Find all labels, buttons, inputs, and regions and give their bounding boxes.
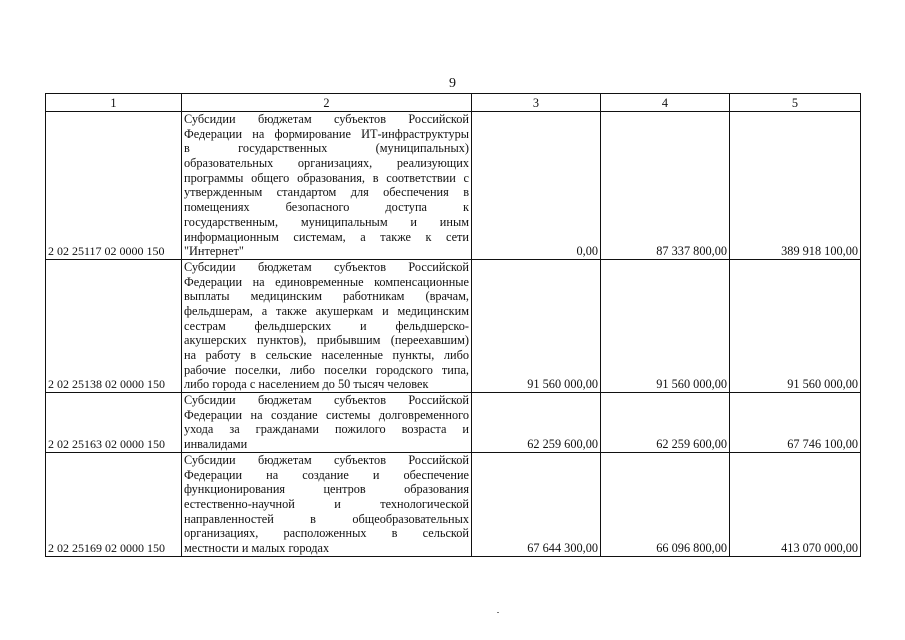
amount-col3: 91 560 000,00 bbox=[472, 259, 601, 392]
description-line: естественно-научной и технологической bbox=[184, 496, 469, 511]
header-cell-1: 1 bbox=[46, 94, 182, 112]
description-line: Федерации на единовременные компенсационные bbox=[184, 274, 469, 289]
description-line: ухода за гражданами пожилого возраста и bbox=[184, 422, 469, 437]
scan-speck bbox=[497, 612, 499, 613]
page-number: 9 bbox=[449, 76, 456, 91]
amount-col5: 389 918 100,00 bbox=[730, 112, 861, 260]
header-cell-4: 4 bbox=[601, 94, 730, 112]
amount-col4: 62 259 600,00 bbox=[601, 393, 730, 453]
amount-col3: 62 259 600,00 bbox=[472, 393, 601, 453]
description-line: государственным, муниципальным и иным bbox=[184, 214, 469, 229]
description-line: Федерации на создание и обеспечение bbox=[184, 467, 469, 482]
budget-code: 2 02 25117 02 0000 150 bbox=[46, 112, 182, 260]
description-line: Федерации на создание системы долговременного bbox=[184, 407, 469, 422]
header-cell-2: 2 bbox=[182, 94, 472, 112]
description-line: Субсидии бюджетам субъектов Российской bbox=[184, 452, 469, 467]
amount-col4: 87 337 800,00 bbox=[601, 112, 730, 260]
description-line: направленностей в общеобразовательных bbox=[184, 511, 469, 526]
budget-code: 2 02 25169 02 0000 150 bbox=[46, 452, 182, 556]
header-cell-3: 3 bbox=[472, 94, 601, 112]
description-line: местности и малых городах bbox=[184, 540, 330, 555]
budget-code: 2 02 25163 02 0000 150 bbox=[46, 393, 182, 453]
amount-col5: 91 560 000,00 bbox=[730, 259, 861, 392]
description-line: акушерских пунктов), прибывшим (переехавшим) bbox=[184, 333, 469, 348]
description-line: Субсидии бюджетам субъектов Российской bbox=[184, 112, 469, 126]
description bbox=[182, 259, 472, 392]
description bbox=[182, 452, 472, 556]
description-line: помещениях безопасного доступа к bbox=[184, 200, 469, 215]
table-row bbox=[46, 112, 861, 260]
amount-col4: 66 096 800,00 bbox=[601, 452, 730, 556]
description-line: информационным системам, а также к сети bbox=[184, 229, 469, 244]
description-line: программы общего образования, в соответствии с bbox=[184, 170, 469, 185]
description-line: образовательных организациях, реализующих bbox=[184, 156, 469, 171]
description-line: на работу в сельские населенные пункты, либо bbox=[184, 348, 469, 362]
amount-col4: 91 560 000,00 bbox=[601, 259, 730, 392]
description-line: выплаты медицинским работникам (врачам, bbox=[184, 289, 469, 304]
description-line: организациях, расположенных в сельской bbox=[184, 526, 469, 541]
header-cell-5: 5 bbox=[730, 94, 861, 112]
budget-code: 2 02 25138 02 0000 150 bbox=[46, 259, 182, 392]
description-line: фельдшерам, а также акушеркам и медицинским bbox=[184, 303, 469, 318]
description-line: либо города с населением до 50 тысяч человек bbox=[184, 377, 429, 392]
header-row bbox=[46, 94, 861, 112]
amount-col3: 0,00 bbox=[472, 112, 601, 260]
description-line: Субсидии бюджетам субъектов Российской bbox=[184, 393, 469, 408]
description-line: в государственных (муниципальных) bbox=[184, 141, 469, 156]
description-line: инвалидами bbox=[184, 437, 248, 452]
description-line: Федерации на формирование ИТ-инфраструктуры bbox=[184, 126, 469, 141]
description-line: Субсидии бюджетам субъектов Российской bbox=[184, 259, 469, 274]
description-line: сестрам фельдшерских и фельдшерско- bbox=[184, 318, 469, 333]
amount-col5: 413 070 000,00 bbox=[730, 452, 861, 556]
description-line: рабочие поселки, либо поселки городского типа, bbox=[184, 362, 469, 377]
table-row bbox=[46, 452, 861, 556]
table-row bbox=[46, 259, 861, 392]
description-line: утвержденным стандартом для обеспечения в bbox=[184, 185, 469, 200]
description-line: функционирования центров образования bbox=[184, 482, 469, 497]
description bbox=[182, 393, 472, 453]
description-line: "Интернет" bbox=[184, 244, 244, 259]
amount-col5: 67 746 100,00 bbox=[730, 393, 861, 453]
amount-col3: 67 644 300,00 bbox=[472, 452, 601, 556]
table-row bbox=[46, 393, 861, 453]
budget-table bbox=[45, 93, 861, 557]
description bbox=[182, 112, 472, 260]
